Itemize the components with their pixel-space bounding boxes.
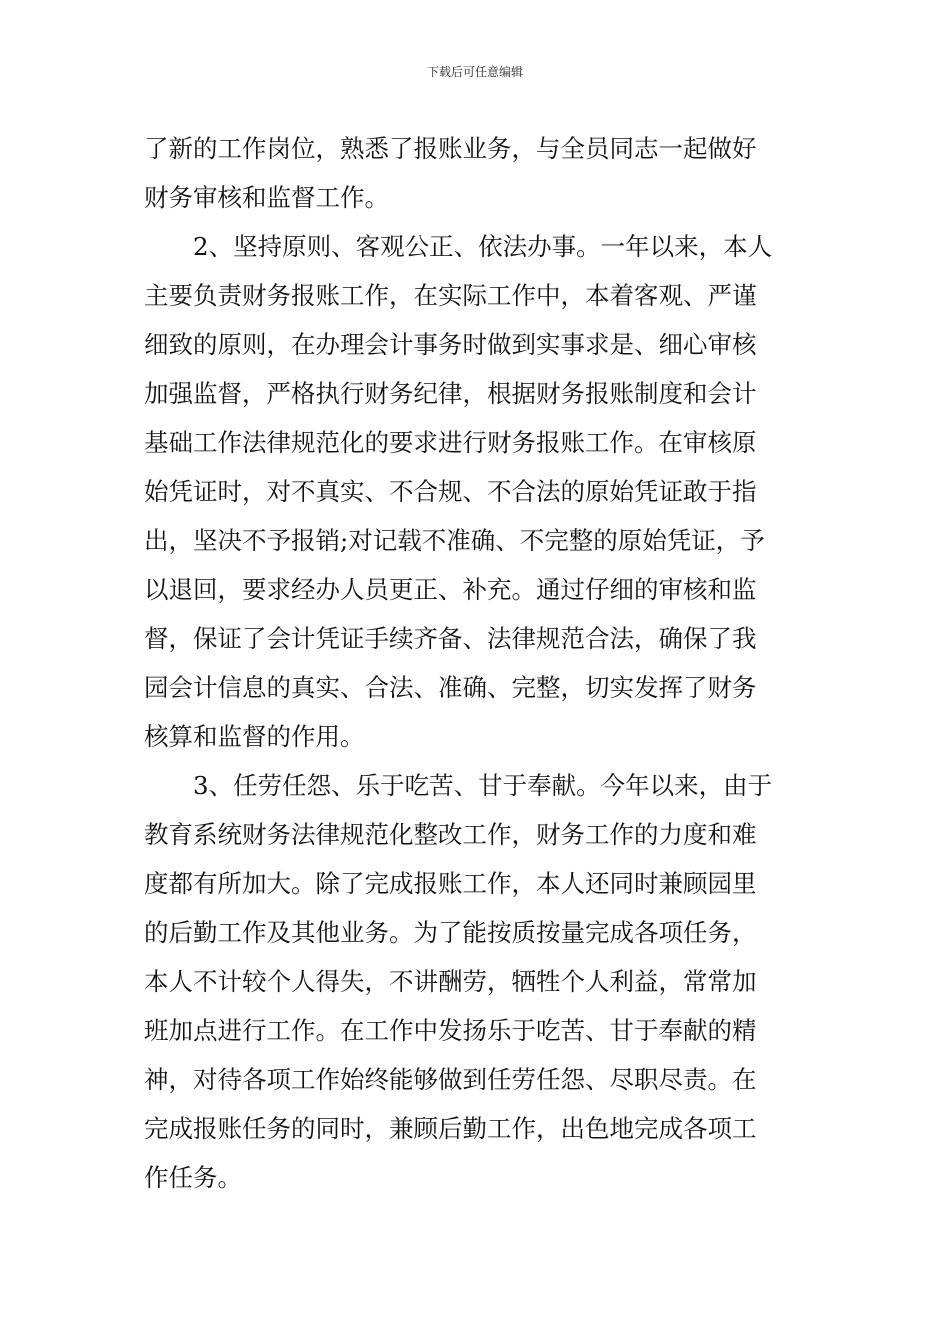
text-line: 的后勤工作及其他业务。为了能按质按量完成各项任务， (144, 918, 757, 947)
text-line: 园会计信息的真实、合法、准确、完整，切实发挥了财务 (144, 673, 757, 702)
page-header: 下载后可任意编辑 (426, 65, 523, 79)
text-line: 主要负责财务报账工作，在实际工作中，本着客观、严谨 (144, 281, 757, 310)
paragraph (144, 222, 814, 761)
text-line: 加强监督，严格执行财务纪律，根据财务报账制度和会计 (144, 379, 757, 408)
text-line: 教育系统财务法律规范化整改工作，财务工作的力度和难 (144, 820, 757, 849)
text-line: 神，对待各项工作始终能够做到任劳任怨、尽职尽责。在 (144, 1065, 757, 1094)
text-line: 完成报账任务的同时，兼顾后勤工作，出色地完成各项工 (144, 1114, 757, 1143)
text-line: 核算和监督的作用。 (144, 722, 365, 751)
text-line: 督，保证了会计凭证手续齐备、法律规范合法，确保了我 (144, 624, 757, 653)
text-line: 2、坚持原则、客观公正、依法办事。一年以来，本人 (193, 232, 773, 261)
text-line: 细致的原则，在办理会计事务时做到实事求是、细心审核 (144, 330, 757, 359)
text-line: 出，坚决不予报销;对记载不准确、不完整的原始凭证，予 (144, 526, 765, 555)
text-line: 3、任劳任怨、乐于吃苦、甘于奉献。今年以来，由于 (193, 771, 773, 800)
text-line: 以退回，要求经办人员更正、补充。通过仔细的审核和监 (144, 575, 757, 604)
text-line: 始凭证时，对不真实、不合规、不合法的原始凭证敢于指 (144, 477, 757, 506)
document-body (144, 124, 814, 1202)
paragraph (144, 124, 814, 222)
text-line: 班加点进行工作。在工作中发扬乐于吃苦、甘于奉献的精 (144, 1016, 757, 1045)
paragraph (144, 761, 814, 1202)
text-line: 本人不计较个人得失，不讲酬劳，牺牲个人利益，常常加 (144, 967, 757, 996)
text-line: 度都有所加大。除了完成报账工作，本人还同时兼顾园里 (144, 869, 757, 898)
text-line: 了新的工作岗位，熟悉了报账业务，与全员同志一起做好 (144, 134, 757, 163)
text-line: 作任务。 (144, 1163, 242, 1192)
text-line: 基础工作法律规范化的要求进行财务报账工作。在审核原 (144, 428, 757, 457)
text-line: 财务审核和监督工作。 (144, 183, 389, 212)
